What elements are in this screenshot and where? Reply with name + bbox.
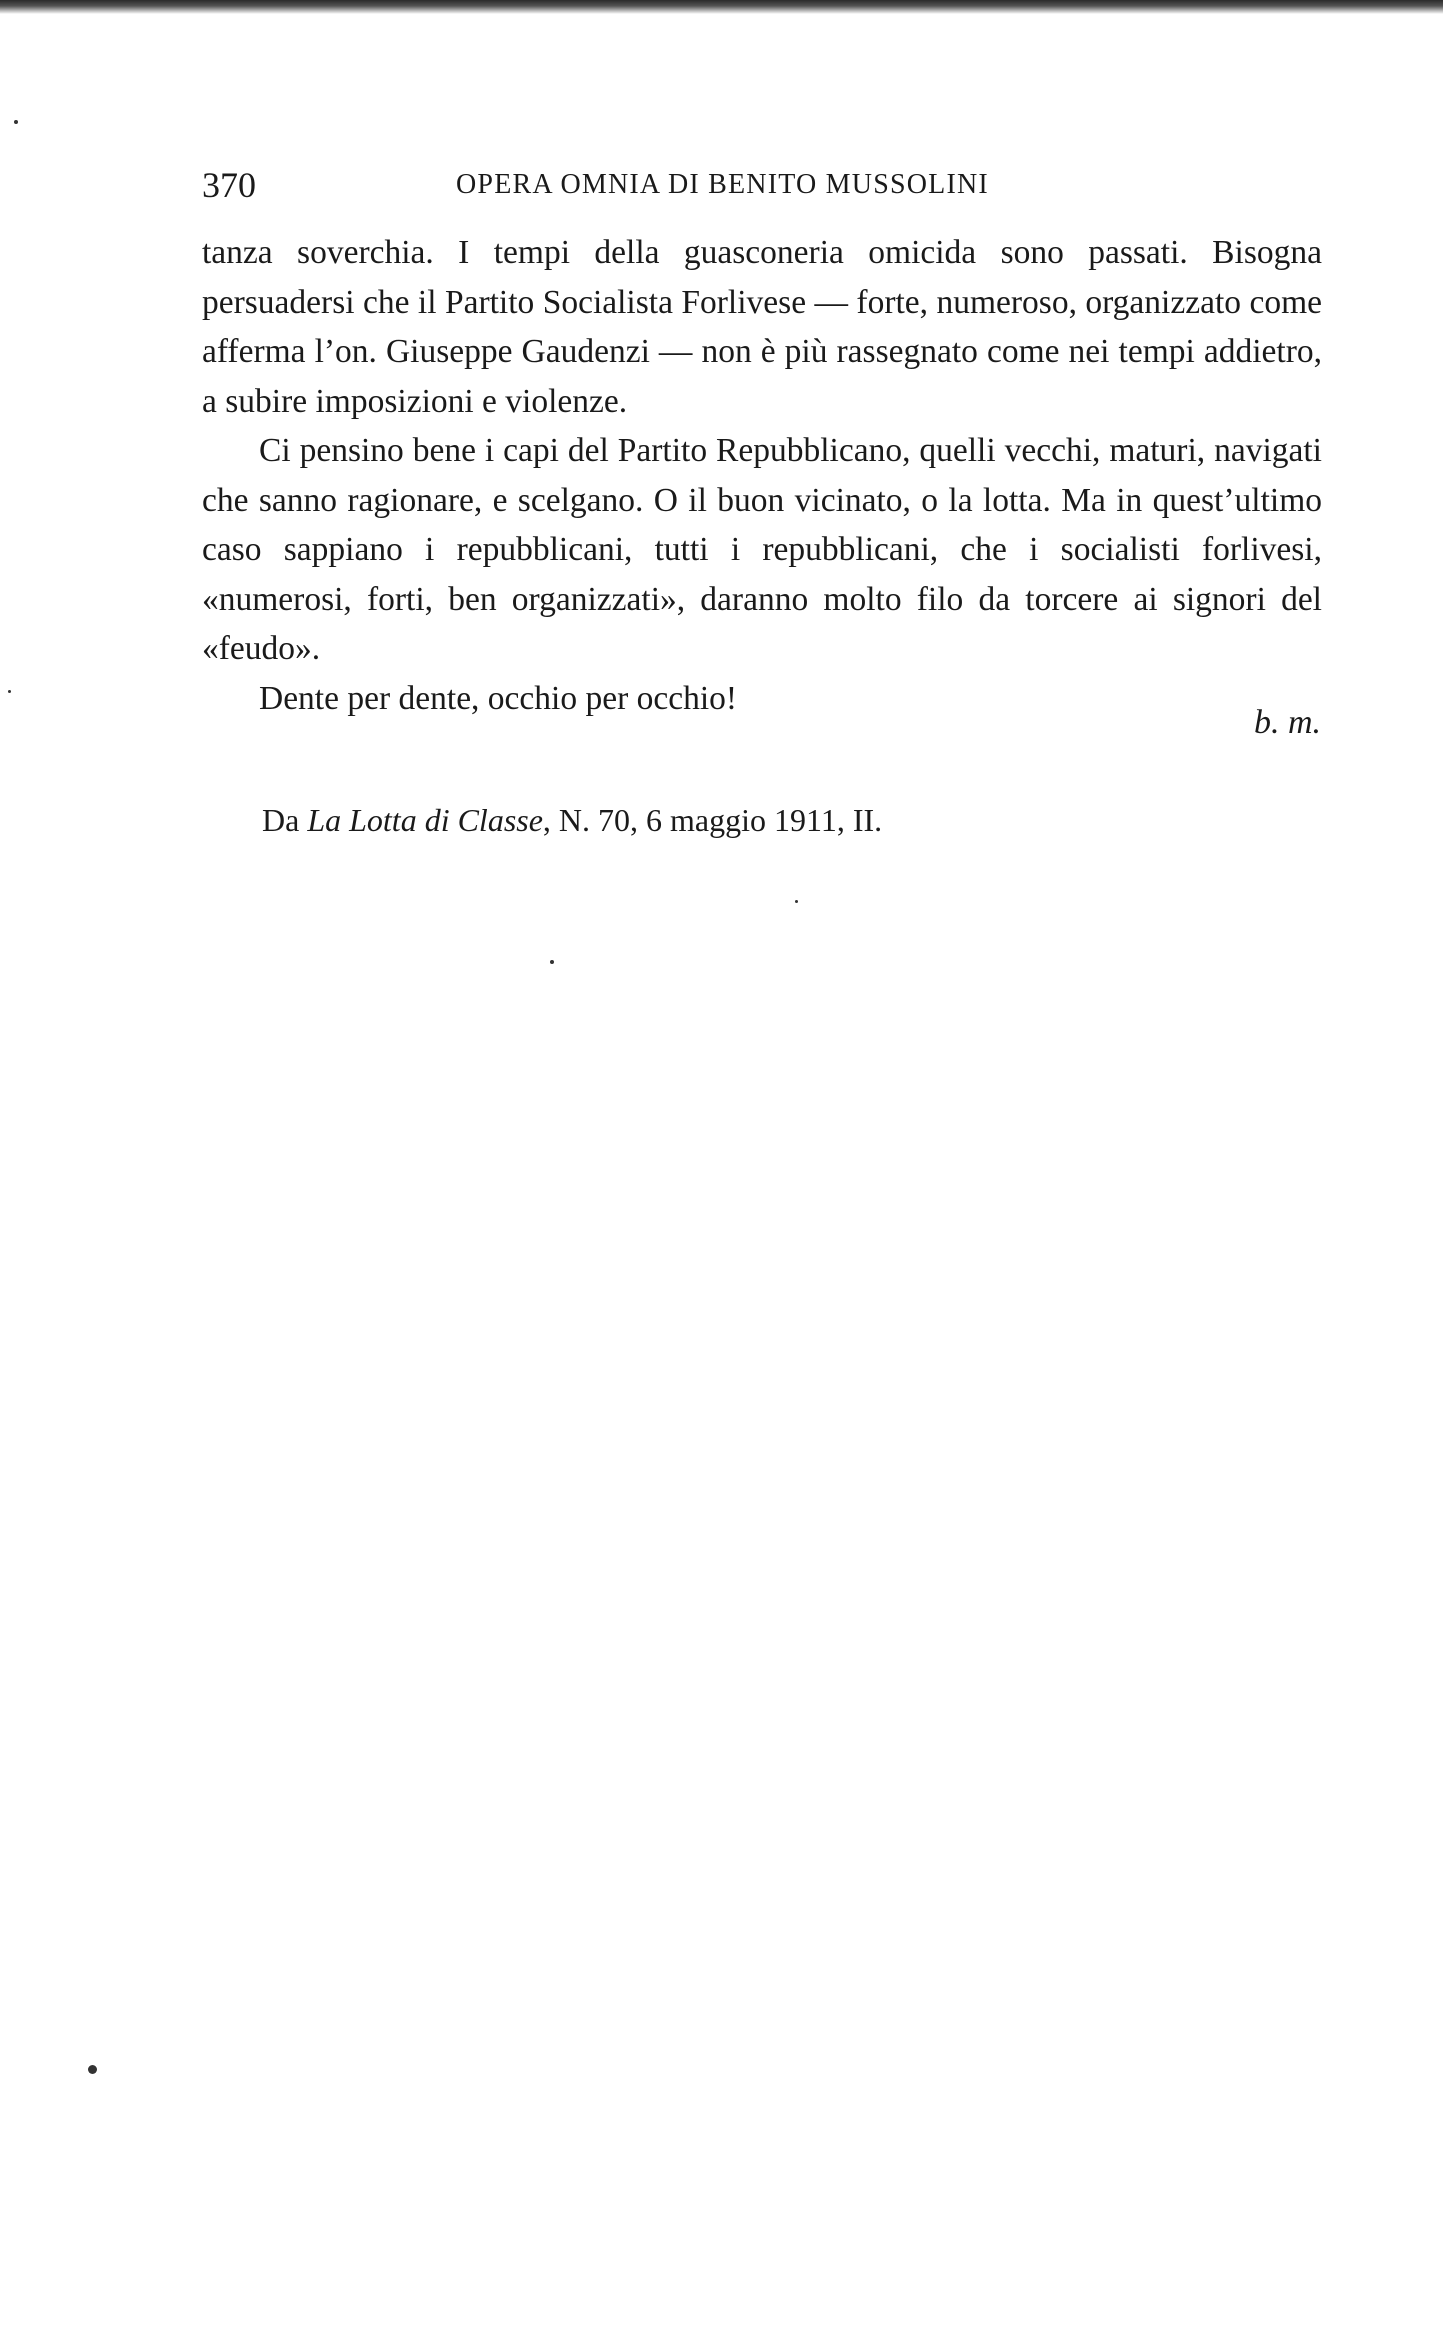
scan-speck bbox=[14, 120, 18, 124]
paragraph-1: tanza soverchia. I tempi della guasconeria omicida sono passati. Bisogna persuadersi che il Partito Socialista Forlivese — forte, numeroso, organizzato come afferma l’on. Giuseppe Gaudenzi — non è più rassegnato come nei tempi addietro, a subire imposizioni e violenze. bbox=[202, 234, 1322, 420]
source-citation bbox=[262, 795, 882, 845]
source-details: , N. 70, 6 maggio 1911, II. bbox=[542, 802, 883, 838]
paragraph-3: Dente per dente, occhio per occhio! bbox=[259, 679, 738, 717]
scan-speck bbox=[8, 690, 11, 693]
scan-speck bbox=[795, 900, 798, 903]
scan-speck bbox=[550, 960, 554, 964]
source-prefix: Da bbox=[262, 802, 300, 838]
page-header bbox=[202, 160, 1322, 210]
scan-speck bbox=[88, 2065, 97, 2074]
page-number: 370 bbox=[202, 165, 256, 205]
scan-top-edge-shadow bbox=[0, 0, 1443, 14]
author-signature: b. m. bbox=[1253, 704, 1321, 741]
article-body bbox=[202, 228, 1322, 723]
paragraph-2: Ci pensino bene i capi del Partito Repubblicano, quelli vecchi, maturi, navigati che sanno ragionare, e scelgano. O il buon vicinato, o la lotta. Ma in quest’ultimo caso sappiano i repubblicani, tutti i repubblicani, che i socialisti forlivesi, «numerosi, forti, ben organizzati», daranno molto filo da torcere ai signori del «feudo». bbox=[202, 432, 1322, 667]
running-title: OPERA OMNIA DI BENITO MUSSOLINI bbox=[456, 169, 989, 200]
source-publication: La Lotta di Classe bbox=[307, 802, 543, 838]
